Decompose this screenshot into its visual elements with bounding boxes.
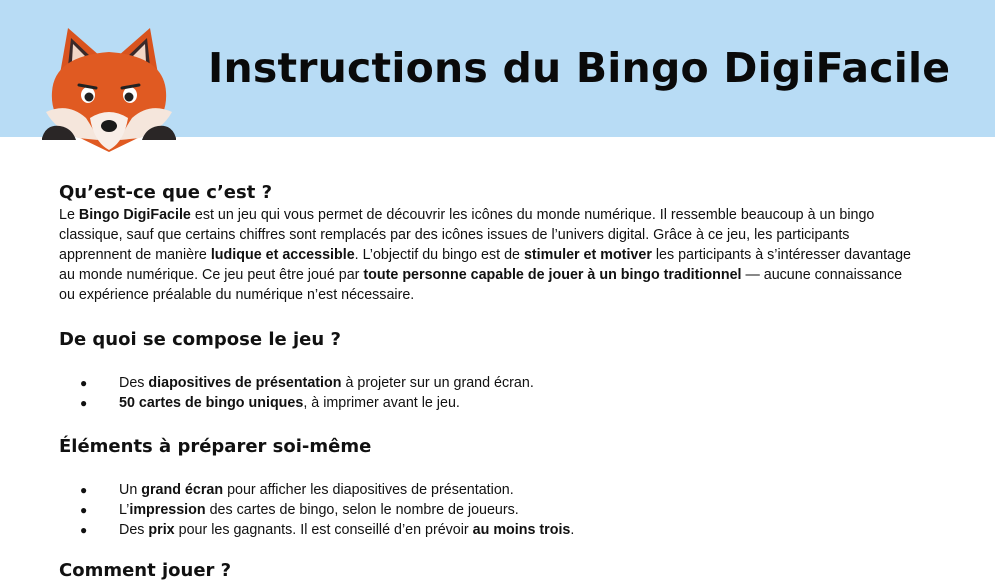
bullet-icon: ● xyxy=(80,396,88,410)
section-heading-prepare: Éléments à préparer soi-même xyxy=(59,436,372,457)
section-heading-compose: De quoi se compose le jeu ? xyxy=(59,329,341,350)
page-title: Instructions du Bingo DigiFacile xyxy=(208,44,951,92)
bullet-icon: ● xyxy=(80,503,88,517)
bullet-icon: ● xyxy=(80,376,88,390)
fox-mascot-icon xyxy=(38,22,180,156)
prepare-list xyxy=(59,480,919,540)
compose-list xyxy=(59,373,919,413)
section-heading-what: Qu’est-ce que c’est ? xyxy=(59,182,273,203)
list-item: ● Un grand écran pour afficher les diapositives de présentation. xyxy=(80,482,514,498)
intro-paragraph: Le Bingo DigiFacile est un jeu qui vous permet de découvrir les icônes du monde numérique. Il ressemble beaucoup à un bingo classique, sauf que certains chiffres sont remplacés par des icônes issues de l’univers digital. Grâce à ce jeu, les participants apprennent de manière ludique et accessible. L’objectif du bingo est de stimuler et motiver les participants à s’intéresser davantage au monde numérique. Ce jeu peut être joué par toute personne capable de jouer à un bingo traditionnel — aucune connaissance ou expérience préalable du numérique n’est nécessaire. xyxy=(59,207,911,303)
bullet-icon: ● xyxy=(80,523,88,537)
list-item: ● 50 cartes de bingo uniques, à imprimer avant le jeu. xyxy=(80,395,460,411)
document-body xyxy=(59,182,919,581)
list-item: ● Des prix pour les gagnants. Il est conseillé d’en prévoir au moins trois. xyxy=(80,522,575,538)
bullet-icon: ● xyxy=(80,483,88,497)
list-item: ● L’impression des cartes de bingo, selon le nombre de joueurs. xyxy=(80,502,519,518)
section-heading-next: Comment jouer ? xyxy=(59,560,232,581)
list-item: ● Des diapositives de présentation à projeter sur un grand écran. xyxy=(80,375,534,391)
